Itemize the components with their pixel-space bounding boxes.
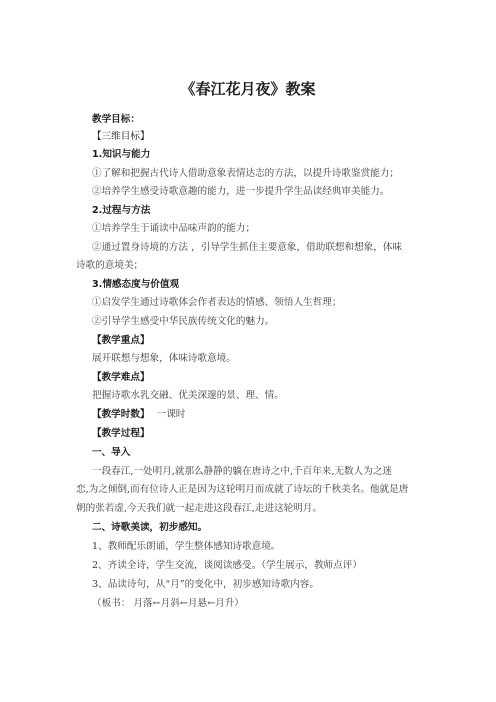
step2-heading: 二、诗歌美读，初步感知。 — [92, 522, 208, 533]
step1-text-line-2: 恋,为之倾倒,而有位诗人正是因为这轮明月而成就了诗坛的千秋美名。他就是唐 — [76, 484, 409, 495]
difficulty-text: 把握诗歌水乳交融、优美深邃的景、理、情。 — [92, 390, 284, 401]
section-process-heading: 2.过程与方法 — [92, 205, 151, 216]
step2-item-2: 2、齐读全诗，学生交流，谈阅读感受。（学生展示，教师点评） — [92, 560, 362, 571]
step1-text-line-3: 朝的张若虚,今天我们就一起走进这段春江,走进这轮明月。 — [76, 503, 322, 514]
step1-heading: 一、导入 — [92, 447, 131, 458]
attitude-item-2: ②引导学生感受中华民族传统文化的魅力。 — [92, 316, 275, 327]
three-dim-label: 【三维目标】 — [92, 131, 150, 142]
key-point-text: 展开联想与想象，体味诗歌意境。 — [92, 353, 236, 364]
teaching-hours-value: 一课时 — [156, 409, 186, 420]
difficulty-label: 【教学难点】 — [92, 372, 150, 383]
process-item-1: ①培养学生于诵读中品味声韵的能力； — [92, 223, 256, 234]
teaching-hours-label: 【教学时数】 — [92, 409, 150, 420]
step1-text-line-1: 一段春江,一处明月,就那么静静的躺在唐诗之中,千百年来,无数人为之迷 — [92, 466, 393, 477]
board-note: （板书： 月落←月斜←月悬←月升） — [92, 598, 244, 609]
process-item-2-line-2: 诗歌的意境美； — [76, 260, 144, 271]
process-label: 【教学过程】 — [92, 428, 150, 439]
knowledge-item-1: ①了解和把握古代诗人借助意象表情达志的方法，以提升诗歌鉴赏能力； — [92, 168, 399, 179]
attitude-item-1: ①启发学生通过诗歌体会作者表达的情感、领悟人生哲理； — [92, 297, 342, 308]
document-title: 《春江花月夜》教案 — [180, 80, 316, 98]
section-knowledge-heading: 1.知识与能力 — [92, 149, 151, 160]
step2-item-3: 3、品读诗句，从“月”的变化中，初步感知诗歌内容。 — [92, 579, 319, 590]
process-item-2-line-1: ②通过置身诗境的方法 ，引导学生抓住主要意象，借助联想和想象，体味 — [92, 242, 403, 253]
teaching-hours-row — [92, 408, 410, 421]
objectives-label: 教学目标： — [92, 114, 140, 125]
knowledge-item-2: ②培养学生感受诗歌意趣的能力，进一步提升学生品读经典审美能力。 — [92, 186, 390, 197]
key-point-label: 【教学重点】 — [92, 335, 150, 346]
step2-item-1: 1、教师配乐朗诵，学生整体感知诗歌意境。 — [92, 541, 281, 552]
section-attitude-heading: 3.情感态度与价值观 — [92, 279, 180, 290]
